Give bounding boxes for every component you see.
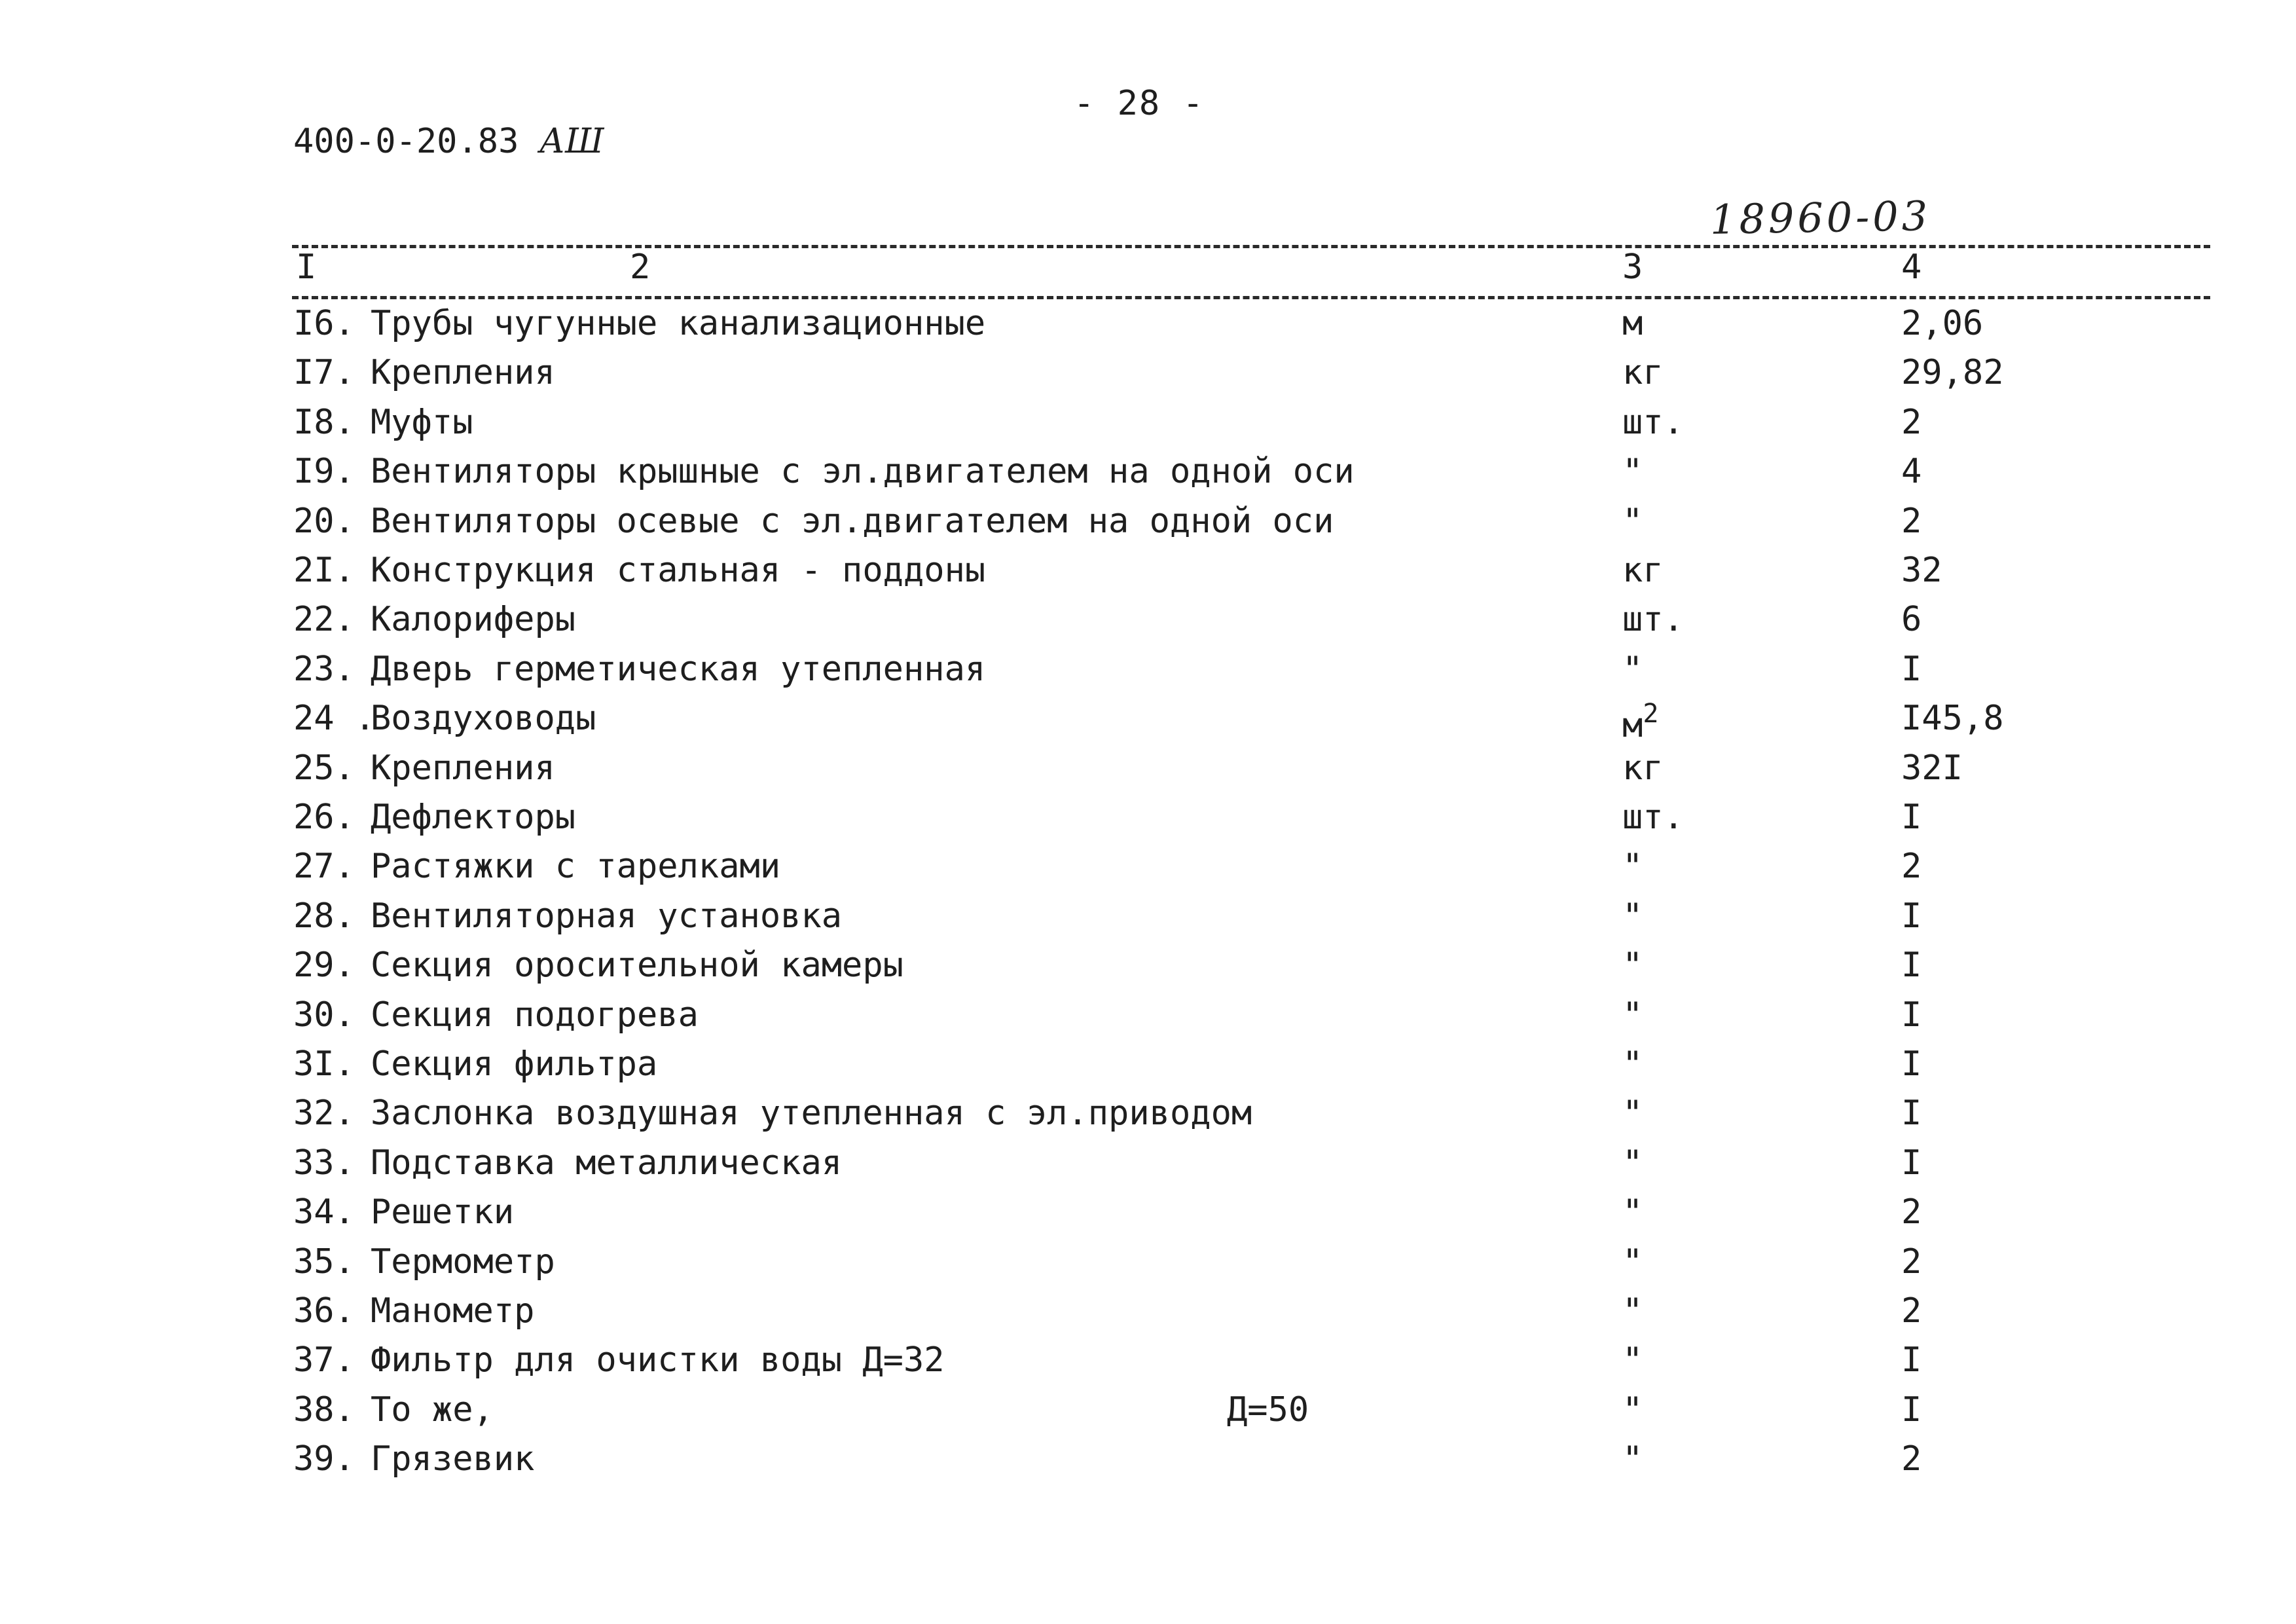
row-item-name-text: Заслонка воздушная утепленная с эл.приводом: [371, 1094, 1252, 1133]
row-number: 30.: [293, 995, 355, 1035]
row-item-name: [371, 502, 1334, 541]
row-number: 33.: [293, 1143, 355, 1183]
row-quantity: I: [1901, 946, 1922, 985]
row-unit: [1622, 551, 1664, 590]
row-quantity: 29,82: [1901, 353, 2004, 392]
row-item-name: [371, 452, 1355, 491]
row-quantity: 2: [1901, 847, 1922, 886]
row-number: 38.: [293, 1390, 355, 1430]
column-header-3: 3: [1622, 248, 1643, 287]
row-item-name: [371, 847, 780, 886]
row-unit: [1622, 699, 1658, 745]
row-number: 32.: [293, 1094, 355, 1133]
row-unit: [1622, 353, 1664, 392]
row-item-name-text: Секция фильтра: [371, 1044, 658, 1084]
row-item-name: [371, 995, 699, 1035]
row-unit: [1622, 946, 1643, 985]
row-item-name-text: То же,: [371, 1390, 494, 1430]
row-item-name: [371, 1390, 1309, 1430]
row-item-name: [371, 1094, 1252, 1133]
row-item-name-text: Конструкция стальная - поддоны: [371, 551, 986, 590]
row-unit: [1622, 798, 1684, 837]
row-quantity: 6: [1901, 600, 1922, 639]
row-unit: [1622, 1340, 1643, 1380]
row-unit: [1622, 600, 1684, 639]
column-header-2: 2: [630, 248, 651, 287]
row-quantity: I: [1901, 798, 1922, 837]
row-item-name-text: Вентиляторы крышные с эл.двигателем на одной оси: [371, 452, 1355, 491]
row-item-diameter: Д=50: [1227, 1390, 1309, 1430]
row-unit: [1622, 1143, 1643, 1183]
row-number: 35.: [293, 1242, 355, 1282]
row-item-name: [371, 304, 985, 343]
row-item-name: [371, 896, 842, 936]
row-item-name-text: Калориферы: [371, 600, 576, 639]
row-unit-text: ": [1622, 847, 1643, 886]
row-unit-text: кг: [1622, 551, 1664, 590]
row-item-name: [371, 798, 575, 837]
row-number: 2I.: [293, 551, 355, 590]
row-item-name: [371, 1439, 534, 1479]
row-unit: [1622, 304, 1643, 343]
row-unit-text: ": [1622, 650, 1643, 689]
row-number: 39.: [293, 1439, 355, 1479]
row-item-name: [371, 1340, 945, 1380]
row-quantity: I: [1901, 650, 1922, 689]
row-item-name-text: Трубы чугунные канализационные: [371, 304, 986, 343]
row-unit: [1622, 995, 1643, 1035]
row-unit-text: ": [1622, 946, 1643, 985]
row-quantity: I: [1901, 1094, 1922, 1133]
row-item-name: [371, 600, 575, 639]
row-quantity: 2,06: [1901, 304, 1984, 343]
row-unit: [1622, 896, 1643, 936]
row-item-name: [371, 1192, 514, 1232]
row-unit: [1622, 502, 1643, 541]
row-unit: [1622, 1390, 1643, 1430]
row-number: 28.: [293, 896, 355, 936]
column-header-1: I: [296, 248, 317, 287]
row-number: 22.: [293, 600, 355, 639]
row-number: 24 .: [293, 699, 376, 738]
row-unit: [1622, 1242, 1643, 1282]
row-item-name-text: Вентиляторная установка: [371, 896, 843, 936]
row-unit-text: ": [1622, 452, 1643, 491]
row-quantity: 4: [1901, 452, 1922, 491]
row-unit: [1622, 1291, 1643, 1331]
handwritten-inventory-number: 18960-03: [1709, 192, 1931, 244]
row-quantity: 2: [1901, 1439, 1922, 1479]
row-item-name-text: Дефлекторы: [371, 798, 576, 837]
row-quantity: I: [1901, 896, 1922, 936]
table-top-rule: [292, 245, 2210, 248]
row-number: 3I.: [293, 1044, 355, 1084]
row-quantity: I: [1901, 1044, 1922, 1084]
row-unit-text: шт.: [1622, 798, 1684, 837]
row-unit-text: ": [1622, 995, 1643, 1035]
row-quantity: 2: [1901, 502, 1922, 541]
row-unit-text: шт.: [1622, 600, 1684, 639]
row-unit: [1622, 847, 1643, 886]
row-unit-text: ": [1622, 1340, 1643, 1380]
document-code-suffix: АШ: [539, 122, 604, 161]
row-unit-exponent: 2: [1643, 699, 1659, 729]
column-header-4: 4: [1901, 248, 1922, 287]
row-unit: [1622, 650, 1643, 689]
row-item-name: [371, 1044, 657, 1084]
row-quantity: 32: [1901, 551, 1942, 590]
row-unit-text: кг: [1622, 748, 1664, 788]
row-number: 20.: [293, 502, 355, 541]
row-item-name: [371, 1291, 534, 1331]
row-quantity: 2: [1901, 1192, 1922, 1232]
row-item-name-text: Растяжки с тарелками: [371, 847, 781, 886]
row-unit-text: ": [1622, 502, 1643, 541]
row-number: 34.: [293, 1192, 355, 1232]
row-number: 29.: [293, 946, 355, 985]
row-quantity: 2: [1901, 1291, 1922, 1331]
row-item-name-text: Секция подогрева: [371, 995, 699, 1035]
row-item-name-text: Подставка металлическая: [371, 1143, 843, 1183]
document-code-main: 400-0-20.83: [293, 122, 539, 161]
row-unit-text: ": [1622, 1242, 1643, 1282]
row-item-name: [371, 946, 903, 985]
row-item-name: [371, 1242, 555, 1282]
row-unit-text: ": [1622, 1192, 1643, 1232]
row-quantity: 32I: [1901, 748, 1963, 788]
row-unit: [1622, 1192, 1643, 1232]
row-number: I8.: [293, 403, 355, 442]
row-number: 36.: [293, 1291, 355, 1331]
row-item-name-text: Вентиляторы осевые с эл.двигателем на одной оси: [371, 502, 1334, 541]
row-quantity: 2: [1901, 1242, 1922, 1282]
row-quantity: I45,8: [1901, 699, 2004, 738]
row-number: 37.: [293, 1340, 355, 1380]
row-item-name-text: Термометр: [371, 1242, 555, 1282]
row-item-name-text: Муфты: [371, 403, 473, 442]
row-item-name-text: Фильтр для очистки воды Д=32: [371, 1340, 945, 1380]
row-number: 26.: [293, 798, 355, 837]
row-number: I9.: [293, 452, 355, 491]
row-unit-text: м: [1622, 706, 1643, 745]
row-item-name: [371, 353, 555, 392]
row-unit-text: кг: [1622, 353, 1664, 392]
row-unit: [1622, 452, 1643, 491]
row-item-name: [371, 551, 985, 590]
row-item-name-text: Решетки: [371, 1192, 515, 1232]
row-quantity: I: [1901, 1340, 1922, 1380]
page-number: - 28 -: [1074, 84, 1205, 123]
row-item-name: [371, 748, 555, 788]
row-quantity: 2: [1901, 403, 1922, 442]
row-item-name-text: Крепления: [371, 353, 555, 392]
row-number: I7.: [293, 353, 355, 392]
row-item-name-text: Крепления: [371, 748, 555, 788]
row-item-name: [371, 650, 985, 689]
row-unit-text: ": [1622, 1094, 1643, 1133]
row-unit: [1622, 403, 1684, 442]
row-quantity: I: [1901, 1390, 1922, 1430]
row-unit: [1622, 748, 1664, 788]
document-code: [293, 122, 604, 161]
row-unit: [1622, 1094, 1643, 1133]
row-unit-text: ": [1622, 1291, 1643, 1331]
row-unit-text: шт.: [1622, 403, 1684, 442]
row-unit: [1622, 1439, 1643, 1479]
row-unit-text: ": [1622, 1439, 1643, 1479]
row-quantity: I: [1901, 1143, 1922, 1183]
row-unit-text: ": [1622, 896, 1643, 936]
row-item-name-text: Грязевик: [371, 1439, 535, 1479]
row-unit: [1622, 1044, 1643, 1084]
row-item-name-text: Секция оросительной камеры: [371, 946, 903, 985]
row-unit-text: ": [1622, 1143, 1643, 1183]
row-unit-text: ": [1622, 1390, 1643, 1430]
row-number: I6.: [293, 304, 355, 343]
row-item-name-text: Манометр: [371, 1291, 535, 1331]
row-number: 23.: [293, 650, 355, 689]
row-item-name: [371, 403, 473, 442]
row-item-name-text: Воздуховоды: [371, 699, 596, 738]
row-number: 27.: [293, 847, 355, 886]
row-item-name-text: Дверь герметическая утепленная: [371, 650, 986, 689]
row-quantity: I: [1901, 995, 1922, 1035]
table-header-rule: [292, 296, 2210, 299]
row-unit-text: ": [1622, 1044, 1643, 1084]
row-item-name: [371, 699, 596, 738]
row-unit-text: м: [1622, 304, 1643, 343]
row-number: 25.: [293, 748, 355, 788]
row-item-name: [371, 1143, 842, 1183]
